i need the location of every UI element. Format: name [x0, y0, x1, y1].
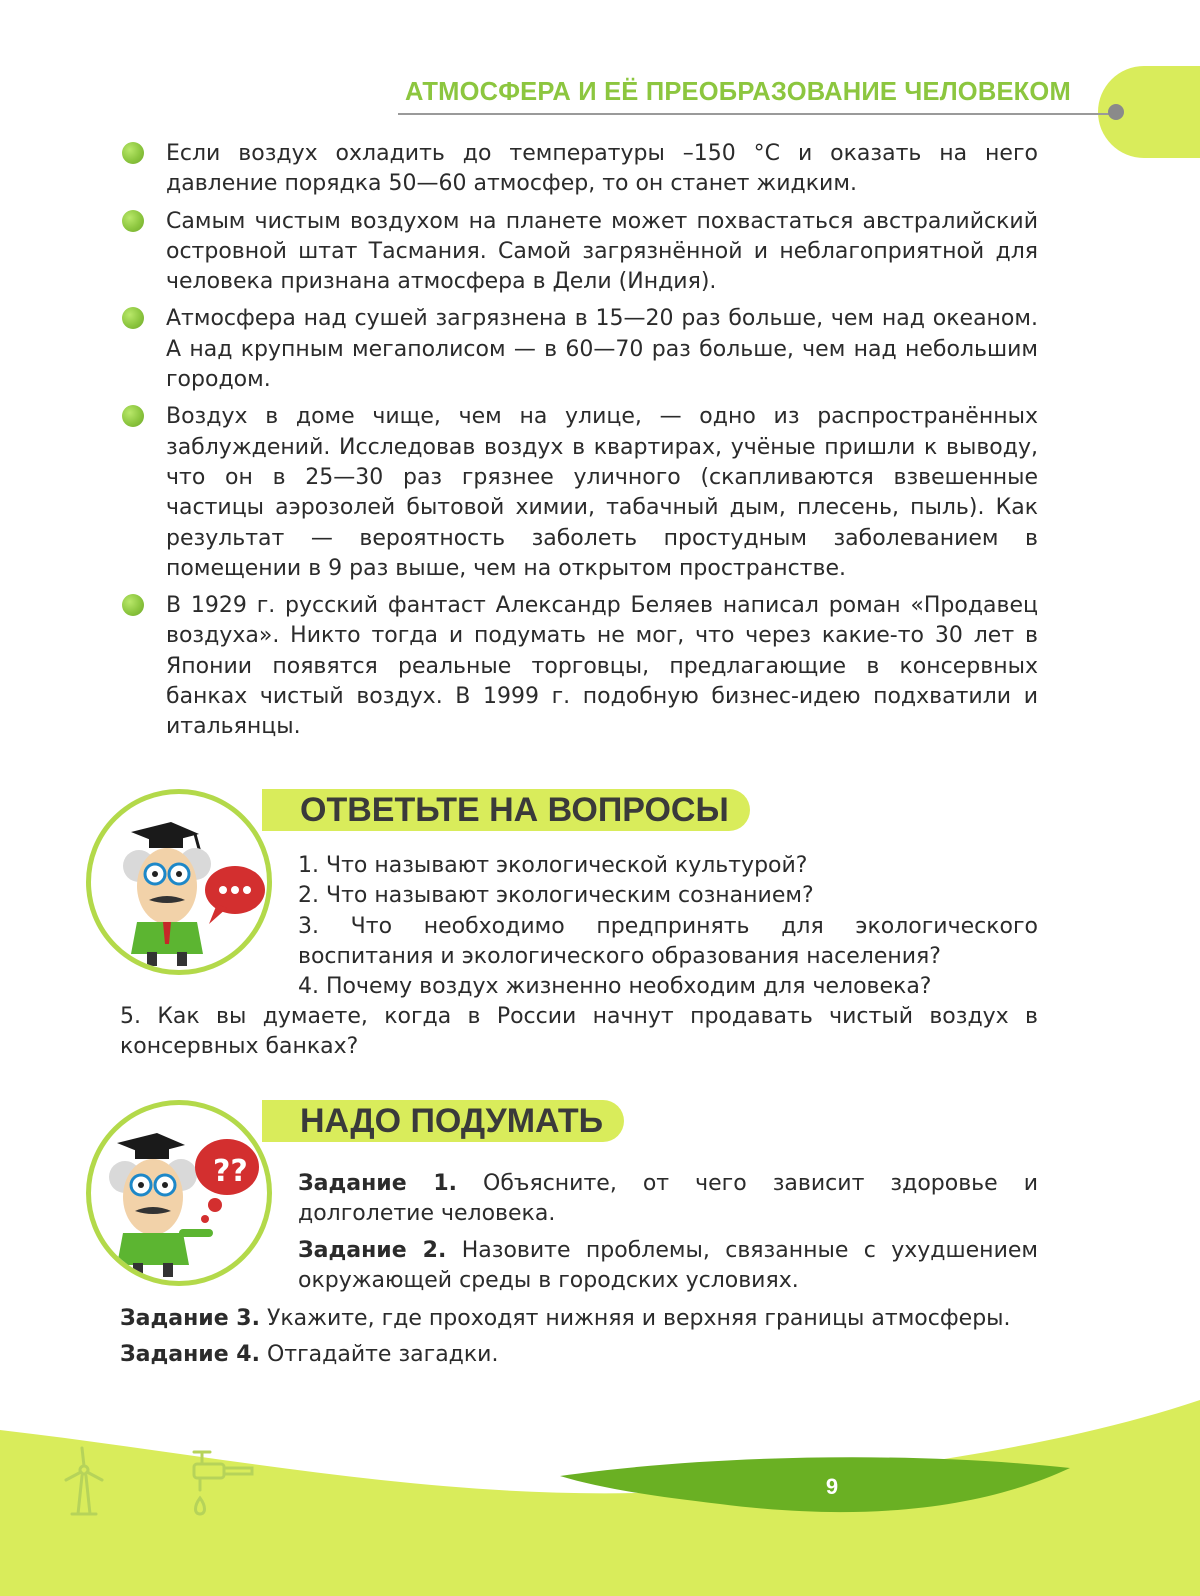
task-label: Задание 2. [298, 1237, 447, 1263]
task-item [120, 1340, 1038, 1370]
task-label: Задание 4. [120, 1342, 260, 1368]
fact-item [122, 139, 1038, 200]
header-dot [1108, 104, 1124, 120]
svg-text:??: ?? [213, 1154, 248, 1189]
question-item: 5. Как вы думаете, когда в России начнут продавать чистый воздух в консервных банках? [120, 1004, 1038, 1060]
tasks-list [298, 1169, 1038, 1302]
page-number: 9 [825, 1474, 839, 1499]
fact-item [122, 402, 1038, 584]
task-item [120, 1304, 1038, 1334]
task-text: Отгадайте загадки. [266, 1342, 499, 1368]
tasks-list-wide [120, 1304, 1038, 1377]
page-header-title: АТМОСФЕРА И ЕЁ ПРЕОБРАЗОВАНИЕ ЧЕЛОВЕКОМ [405, 78, 1071, 106]
bullet-icon [122, 142, 144, 164]
question-item: 2. Что называют экологическим сознанием? [298, 883, 814, 909]
bullet-icon [122, 210, 144, 232]
bullet-icon [122, 307, 144, 329]
fact-item [122, 591, 1038, 742]
questions-section-title: ОТВЕТЬТЕ НА ВОПРОСЫ [262, 789, 750, 831]
fact-text: Атмосфера над сушей загрязнена в 15—20 раз больше, чем над океаном. А над крупным мегаполисом — в 60—70 раз больше, чем над небольшим городом. [166, 306, 1038, 393]
wind-turbine-icon [52, 1446, 116, 1518]
question-item: 1. Что называют экологической культурой? [298, 853, 808, 878]
task-label: Задание 3. [120, 1306, 260, 1331]
professor-speech-illustration [86, 789, 272, 975]
fact-text: Если воздух охладить до температуры –150 °C и оказать на него давление порядка 50—60 атмосфер, то он станет жидким. [166, 141, 1038, 197]
fact-text: Самым чистым воздухом на планете может похвастаться австралийский островной штат Тасмания. Самой загрязнённой и неблагоприятной для человека признана атмосфера в Дели (Индия). [166, 208, 1038, 295]
questions-list [298, 851, 1038, 1002]
bullet-icon [122, 594, 144, 616]
fact-text: В 1929 г. русский фантаст Александр Беляев написал роман «Продавец воздуха». Никто тогда и подумать не мог, что через какие-то 30 лет в Японии появятся реальные торговцы, предлагающие в консервных банках чистый воздух. В 1999 г. подобную бизнес-идею подхватили и итальянцы. [166, 593, 1038, 740]
question-item: 3. Что необходимо предпринять для экологического воспитания и экологического образования населения? [298, 913, 1038, 969]
task-text: Укажите, где проходят нижняя и верхняя границы атмосферы. [266, 1306, 1011, 1331]
fact-item [122, 207, 1038, 298]
task-item [298, 1236, 1038, 1297]
header-divider [398, 113, 1116, 115]
facts-list [122, 139, 1038, 750]
question-item: 4. Почему воздух жизненно необходим для человека? [298, 974, 932, 1000]
fact-item [122, 304, 1038, 395]
fact-text: Воздух в доме чище, чем на улице, — одно из распространённых заблуждений. Исследовав воздух в квартирах, учёные пришли к выводу, что он в 25—30 раз грязнее уличного (скапливаются взвешенные частицы аэрозолей бытовой химии, табачный дым, плесень, пыль). Как результат — вероятность заболеть простудным заболеванием в помещении в 9 раз выше, чем на открытом пространстве. [166, 404, 1038, 581]
think-section-title: НАДО ПОДУМАТЬ [262, 1100, 624, 1142]
footer-wave-decoration [0, 1400, 1200, 1596]
task-text: Объясните, от чего зависит здоровье и долголетие человека. [298, 1171, 1038, 1227]
bullet-icon [122, 405, 144, 427]
task-text: Назовите проблемы, связанные с ухудшением окружающей среды в городских условиях. [298, 1237, 1038, 1293]
task-label: Задание 1. [298, 1171, 457, 1196]
professor-question-illustration [86, 1100, 272, 1286]
water-tap-icon [188, 1444, 260, 1522]
task-item [298, 1169, 1038, 1230]
